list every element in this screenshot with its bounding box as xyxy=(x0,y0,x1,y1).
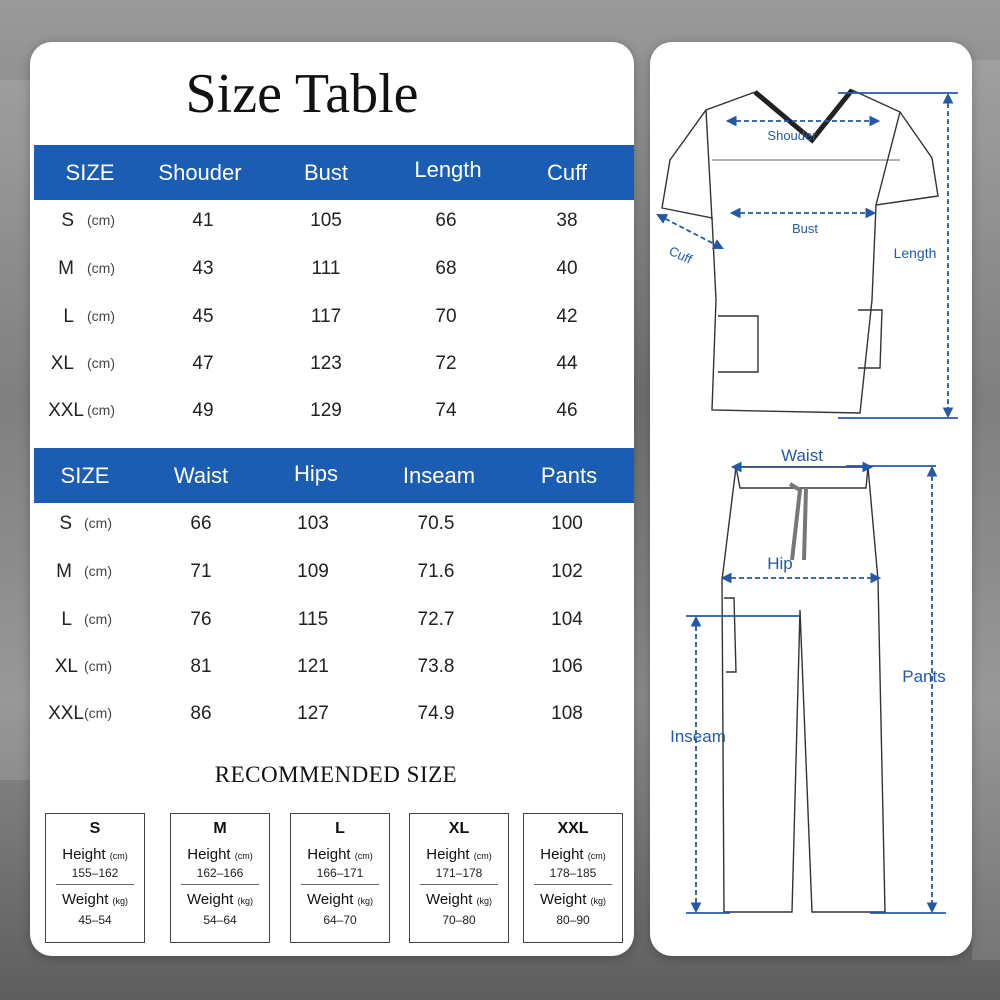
row-size: XL xyxy=(50,353,74,374)
height-label: Height (cm) xyxy=(62,846,128,863)
weight-label: Weight (kg) xyxy=(61,891,129,908)
cell-value: 41 xyxy=(192,210,214,231)
bust-label: Bust xyxy=(791,221,819,236)
pants-label: Pants xyxy=(902,667,946,686)
table-row xyxy=(34,245,634,292)
cell-value: 104 xyxy=(551,609,583,630)
height-range: 171–178 xyxy=(435,866,483,880)
cell-value: 38 xyxy=(556,210,578,231)
recommended-box xyxy=(170,813,270,943)
table-row xyxy=(34,548,634,595)
row-unit: (cm) xyxy=(87,355,115,371)
cell-value: 102 xyxy=(551,561,583,582)
row-size: XXL xyxy=(48,400,84,421)
header-bust: Bust xyxy=(303,160,349,185)
row-size: M xyxy=(56,561,72,582)
row-unit: (cm) xyxy=(84,611,112,627)
row-size: S xyxy=(61,210,74,231)
weight-label: Weight (kg) xyxy=(539,891,607,908)
row-unit: (cm) xyxy=(87,260,115,276)
cell-value: 121 xyxy=(297,656,329,677)
header-cuff: Cuff xyxy=(547,160,587,185)
height-range: 166–171 xyxy=(316,866,364,880)
table-row xyxy=(34,643,634,690)
header-pants: Pants xyxy=(540,463,598,488)
cuff-label: Cuff xyxy=(666,243,695,267)
box-size: L xyxy=(335,820,345,837)
cell-value: 73.8 xyxy=(417,656,455,677)
row-unit: (cm) xyxy=(87,308,115,324)
row-unit: (cm) xyxy=(84,563,112,579)
inseam-label: Inseam xyxy=(670,727,726,746)
cell-value: 49 xyxy=(192,400,214,421)
row-unit: (cm) xyxy=(84,515,112,531)
hip-label: Hip xyxy=(767,554,793,573)
row-size: M xyxy=(58,258,74,279)
cell-value: 66 xyxy=(435,210,457,231)
cell-value: 115 xyxy=(297,609,329,630)
recommended-box xyxy=(523,813,623,943)
header-size: SIZE xyxy=(60,463,110,488)
cell-value: 76 xyxy=(190,609,212,630)
height-label: Height (cm) xyxy=(540,846,606,863)
cell-value: 42 xyxy=(556,306,578,327)
box-size: XXL xyxy=(557,820,589,837)
box-divider xyxy=(420,884,498,885)
cell-value: 72 xyxy=(435,353,457,374)
table-row xyxy=(34,197,634,244)
cell-value: 111 xyxy=(311,258,341,279)
cell-value: 108 xyxy=(551,703,583,724)
box-size: M xyxy=(213,820,227,837)
cell-value: 109 xyxy=(297,561,329,582)
waist-label: Waist xyxy=(781,446,823,465)
header-shoulder: Shouder xyxy=(158,160,242,185)
box-divider xyxy=(301,884,379,885)
page-title: Size Table xyxy=(185,63,419,125)
row-size: S xyxy=(59,513,72,534)
shoulder-label: Shouder xyxy=(767,128,817,143)
height-range: 178–185 xyxy=(549,866,597,880)
cell-value: 74 xyxy=(435,400,457,421)
cell-value: 74.9 xyxy=(417,703,455,724)
cell-value: 71 xyxy=(190,561,212,582)
box-size: S xyxy=(89,820,101,837)
weight-range: 80–90 xyxy=(556,913,590,927)
table-row xyxy=(34,387,634,434)
scrub-pants-illustration xyxy=(722,467,885,912)
cell-value: 100 xyxy=(551,513,583,534)
header-inseam: Inseam xyxy=(402,463,476,488)
cell-value: 47 xyxy=(192,353,214,374)
box-divider xyxy=(181,884,259,885)
cell-value: 70 xyxy=(435,306,457,327)
cell-value: 66 xyxy=(190,513,212,534)
cell-value: 127 xyxy=(297,703,329,724)
row-size: L xyxy=(61,609,72,630)
table-row xyxy=(34,293,634,340)
table-row xyxy=(34,340,634,387)
pants-table-header xyxy=(34,448,634,503)
tops-table-header xyxy=(34,145,634,200)
height-range: 155–162 xyxy=(71,866,119,880)
cell-value: 103 xyxy=(297,513,329,534)
weight-range: 54–64 xyxy=(203,913,237,927)
weight-label: Weight (kg) xyxy=(425,891,493,908)
row-unit: (cm) xyxy=(84,658,112,674)
row-unit: (cm) xyxy=(87,402,115,418)
weight-range: 70–80 xyxy=(442,913,476,927)
recommended-box xyxy=(45,813,145,943)
row-unit: (cm) xyxy=(87,212,115,228)
cell-value: 86 xyxy=(190,703,212,724)
recommended-box xyxy=(290,813,390,943)
cell-value: 71.6 xyxy=(417,561,455,582)
row-size: L xyxy=(63,306,74,327)
cell-value: 105 xyxy=(310,210,342,231)
box-size: XL xyxy=(448,820,470,837)
cell-value: 46 xyxy=(556,400,578,421)
cell-value: 123 xyxy=(310,353,342,374)
table-row xyxy=(34,596,634,643)
row-size: XXL xyxy=(48,703,84,724)
table-row xyxy=(34,690,634,737)
box-divider xyxy=(534,884,612,885)
box-divider xyxy=(56,884,134,885)
row-unit: (cm) xyxy=(84,705,112,721)
cell-value: 70.5 xyxy=(417,513,455,534)
table-row xyxy=(34,500,634,547)
header-waist: Waist xyxy=(173,463,229,488)
cell-value: 106 xyxy=(551,656,583,677)
cell-value: 45 xyxy=(192,306,214,327)
cell-value: 117 xyxy=(310,306,342,327)
height-label: Height (cm) xyxy=(426,846,492,863)
cell-value: 44 xyxy=(556,353,578,374)
height-range: 162–166 xyxy=(196,866,244,880)
recommended-box xyxy=(409,813,509,943)
recommended-size-title: RECOMMENDED SIZE xyxy=(214,762,458,787)
header-length: Length xyxy=(414,157,482,182)
height-label: Height (cm) xyxy=(187,846,253,863)
cell-value: 72.7 xyxy=(417,609,455,630)
cell-value: 40 xyxy=(556,258,578,279)
weight-label: Weight (kg) xyxy=(186,891,254,908)
cell-value: 43 xyxy=(192,258,214,279)
cell-value: 129 xyxy=(310,400,342,421)
row-size: XL xyxy=(54,656,78,677)
length-label: Length xyxy=(893,245,937,261)
weight-label: Weight (kg) xyxy=(306,891,374,908)
garment-diagram xyxy=(650,42,972,956)
cell-value: 81 xyxy=(190,656,212,677)
cell-value: 68 xyxy=(435,258,457,279)
weight-range: 64–70 xyxy=(323,913,357,927)
header-size: SIZE xyxy=(65,160,115,185)
height-label: Height (cm) xyxy=(307,846,373,863)
weight-range: 45–54 xyxy=(78,913,112,927)
header-hips: Hips xyxy=(293,461,339,486)
